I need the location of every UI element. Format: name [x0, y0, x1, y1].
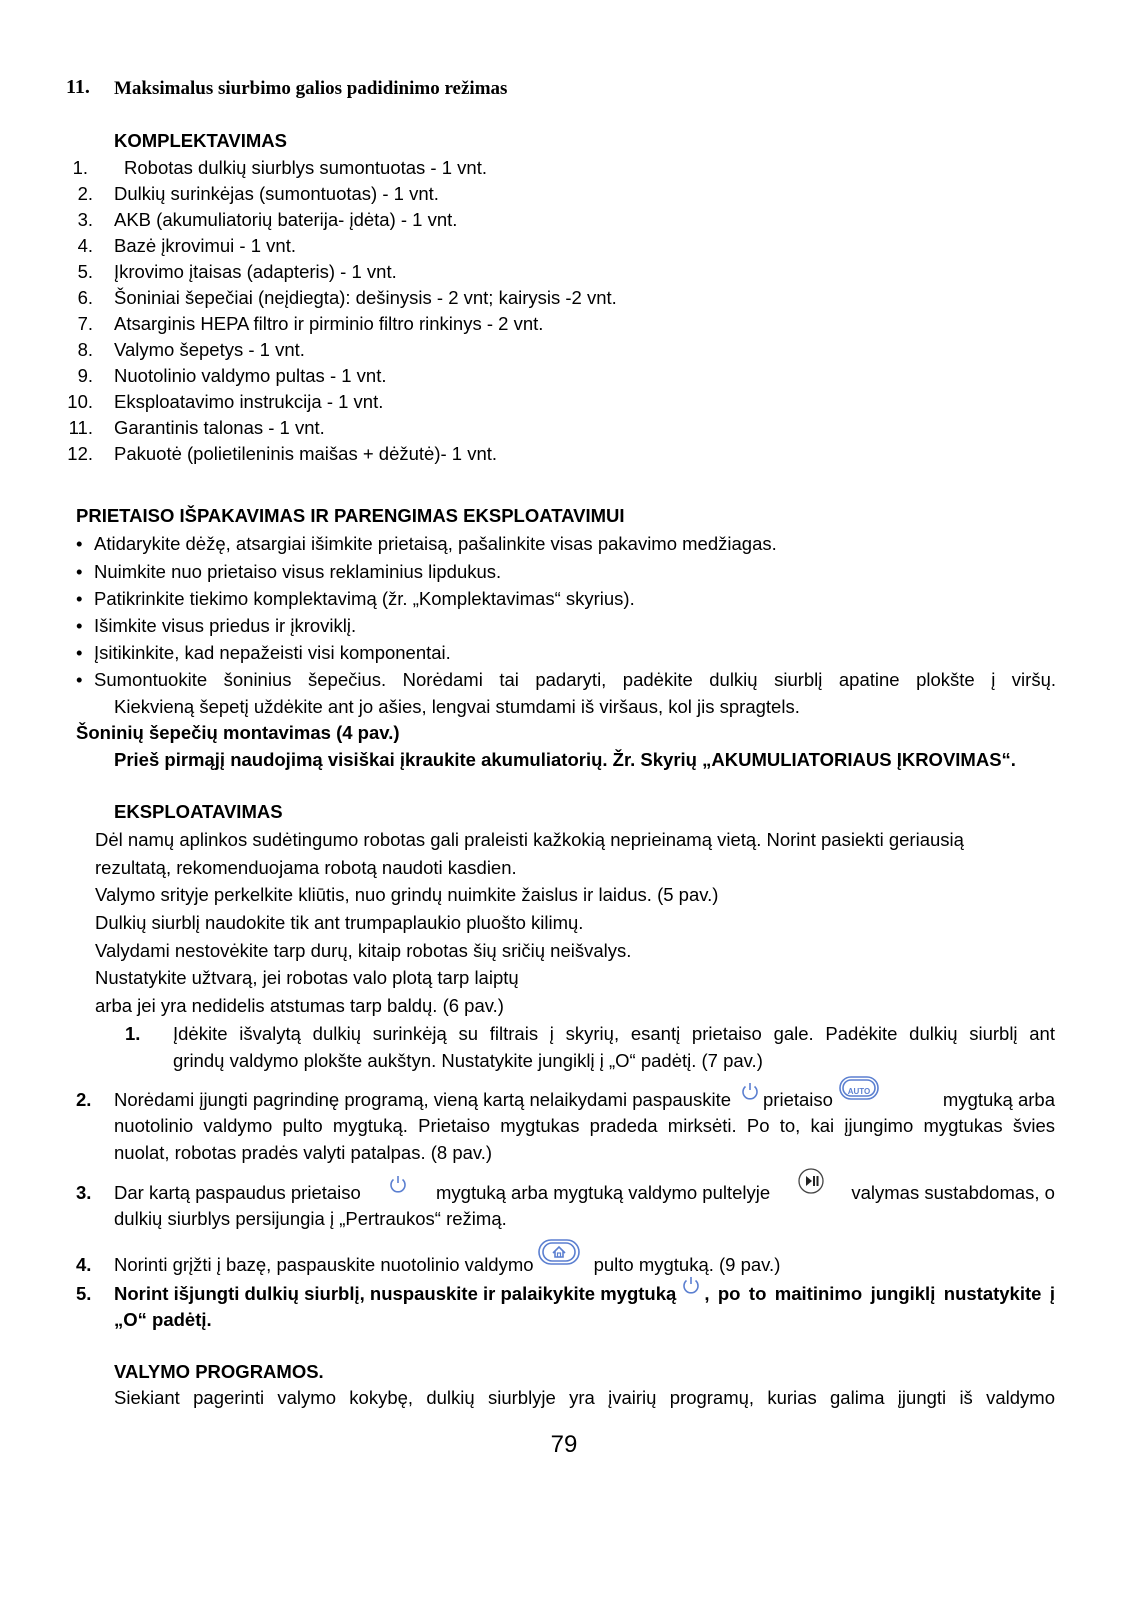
step3-text-b: mygtuką arba mygtuką valdymo pultelyje — [436, 1182, 771, 1203]
step4-text-a: Norinti grįžti į bazę, paspauskite nuotolinio valdymo — [114, 1254, 534, 1275]
operation-line: Dėl namų aplinkos sudėtingumo robotas gali praleisti kažkokią neprieinamą vietą. Norint pasiekti geriausią — [95, 829, 964, 850]
bullet-icon: • — [76, 669, 83, 690]
section-title: Maksimalus siurbimo galios padidinimo režimas — [114, 78, 508, 99]
step3-line2: dulkių siurblys persijungia į „Pertraukos“ režimą. — [114, 1208, 507, 1229]
list-item: 10. Eksploatavimo instrukcija - 1 vnt. — [67, 391, 384, 412]
power-icon — [680, 1274, 702, 1301]
bullet-icon: • — [76, 588, 83, 609]
list-item: 12. Pakuotė (polietileninis maišas + dėžutė)- 1 vnt. — [67, 443, 498, 464]
step3-line1 — [114, 1182, 1055, 1204]
list-item: 3. AKB (akumuliatorių baterija- įdėta) - 1 vnt. — [77, 209, 458, 230]
step1-line1: Įdėkite išvalytą dulkių surinkėją su filtrais į skyrių, esantį prietaiso gale. Padėkite dulkių siurblį ant — [173, 1023, 1055, 1044]
power-icon — [739, 1080, 761, 1107]
step3-text-a: Dar kartą paspaudus prietaiso — [114, 1182, 361, 1203]
list-item: 4. Bazė įkrovimui - 1 vnt. — [77, 235, 296, 256]
charge-note: Prieš pirmąjį naudojimą visiškai įkraukite akumuliatorių. Žr. Skyrių „AKUMULIATORIAUS ĮKROVIMAS“. — [114, 749, 1016, 770]
unpacking-heading: PRIETAISO IŠPAKAVIMAS IR PARENGIMAS EKSPLOATAVIMUI — [76, 505, 625, 526]
list-item: 1. Robotas dulkių siurblys sumontuotas - 1 vnt. — [72, 157, 487, 178]
list-item: 8. Valymo šepetys - 1 vnt. — [77, 339, 305, 360]
section-number: 11. — [66, 76, 90, 98]
programs-heading: VALYMO PROGRAMOS. — [114, 1361, 324, 1382]
brush-mounting-title: Šoninių šepečių montavimas (4 pav.) — [76, 722, 400, 743]
step3-text-c: valymas sustabdomas, o — [851, 1182, 1055, 1203]
operation-line: Nustatykite užtvarą, jei robotas valo plotą tarp laiptų — [95, 967, 519, 988]
bullet-icon: • — [76, 615, 83, 636]
list-item: 9. Nuotolinio valdymo pultas - 1 vnt. — [77, 365, 387, 386]
list-item: 2. Dulkių surinkėjas (sumontuotas) - 1 vnt. — [77, 183, 439, 204]
auto-label: AUTO — [847, 1086, 871, 1096]
play-pause-icon — [797, 1167, 825, 1200]
step-number: 5. — [76, 1283, 92, 1304]
step2-text-a: Norėdami įjungti pagrindinę programą, vieną kartą nelaikydami paspauskite — [114, 1089, 732, 1110]
operation-heading: EKSPLOATAVIMAS — [114, 801, 283, 822]
step5-line1 — [114, 1283, 1055, 1305]
list-item: 5. Įkrovimo įtaisas (adapteris) - 1 vnt. — [77, 261, 397, 282]
step2-text-b: prietaiso — [763, 1089, 833, 1110]
list-item: 7. Atsarginis HEPA filtro ir pirminio filtro rinkinys - 2 vnt. — [77, 313, 544, 334]
bullet-icon: • — [76, 533, 83, 554]
operation-line: rezultatą, rekomenduojama robotą naudoti kasdien. — [95, 857, 517, 878]
operation-line: arba jei yra nedidelis atstumas tarp baldų. (6 pav.) — [95, 995, 504, 1016]
step2-line2: nuotolinio valdymo pulto mygtuką. Prietaiso mygtukas pradeda mirksėti. Po to, kai įjungimo mygtukas švies — [114, 1115, 1055, 1136]
power-icon — [387, 1173, 409, 1200]
operation-line: Dulkių siurblį naudokite tik ant trumpaplaukio pluošto kilimų. — [95, 912, 584, 933]
home-button-icon — [538, 1239, 580, 1270]
komplektavimas-heading: KOMPLEKTAVIMAS — [114, 130, 288, 151]
step1-line2: grindų valdymo plokšte aukštyn. Nustatykite jungiklį į „O“ padėtį. (7 pav.) — [173, 1050, 763, 1071]
auto-button-icon — [839, 1076, 879, 1105]
step2-text-c: mygtuką arba — [942, 1089, 1055, 1110]
step5-line2: „O“ padėtį. — [114, 1309, 212, 1330]
step4-text-b: pulto mygtuką. (9 pav.) — [593, 1254, 781, 1275]
bullet-icon: • — [76, 642, 83, 663]
list-item: 11. Garantinis talonas - 1 vnt. — [68, 417, 325, 438]
page-number: 79 — [550, 1431, 578, 1458]
step-number: 1. — [125, 1023, 141, 1044]
bullet-text-continued: Kiekvieną šepetį uždėkite ant jo ašies, lengvai stumdami iš viršaus, kol jis spragtels. — [114, 696, 800, 717]
operation-line: Valydami nestovėkite tarp durų, kitaip robotas šių sričių neišvalys. — [95, 940, 632, 961]
bullet-text: Sumontuokite šoninius šepečius. Norėdami tai padaryti, padėkite dulkių siurblį apatine plokšte į viršų. — [94, 669, 1056, 690]
step5-text-b: , po to maitinimo jungiklį nustatykite į — [704, 1283, 1055, 1304]
step5-text-a: Norint išjungti dulkių siurblį, nuspauskite ir palaikykite mygtuką — [114, 1283, 677, 1304]
list-item: 6. Šoniniai šepečiai (neįdiegta): dešinysis - 2 vnt; kairysis -2 vnt. — [77, 287, 617, 308]
step-number: 2. — [76, 1089, 92, 1110]
step-number: 4. — [76, 1254, 92, 1275]
operation-line: Valymo srityje perkelkite kliūtis, nuo grindų nuimkite žaislus ir laidus. (5 pav.) — [95, 884, 719, 905]
bullet-icon: • — [76, 561, 83, 582]
step2-line3: nuolat, robotas pradės valyti patalpas. (8 pav.) — [114, 1142, 493, 1163]
programs-line1: Siekiant pagerinti valymo kokybę, dulkių siurblyje yra įvairių programų, kurias galima įjungti iš valdymo — [114, 1387, 1055, 1408]
step2-line1 — [114, 1086, 1055, 1111]
step-number: 3. — [76, 1182, 92, 1203]
